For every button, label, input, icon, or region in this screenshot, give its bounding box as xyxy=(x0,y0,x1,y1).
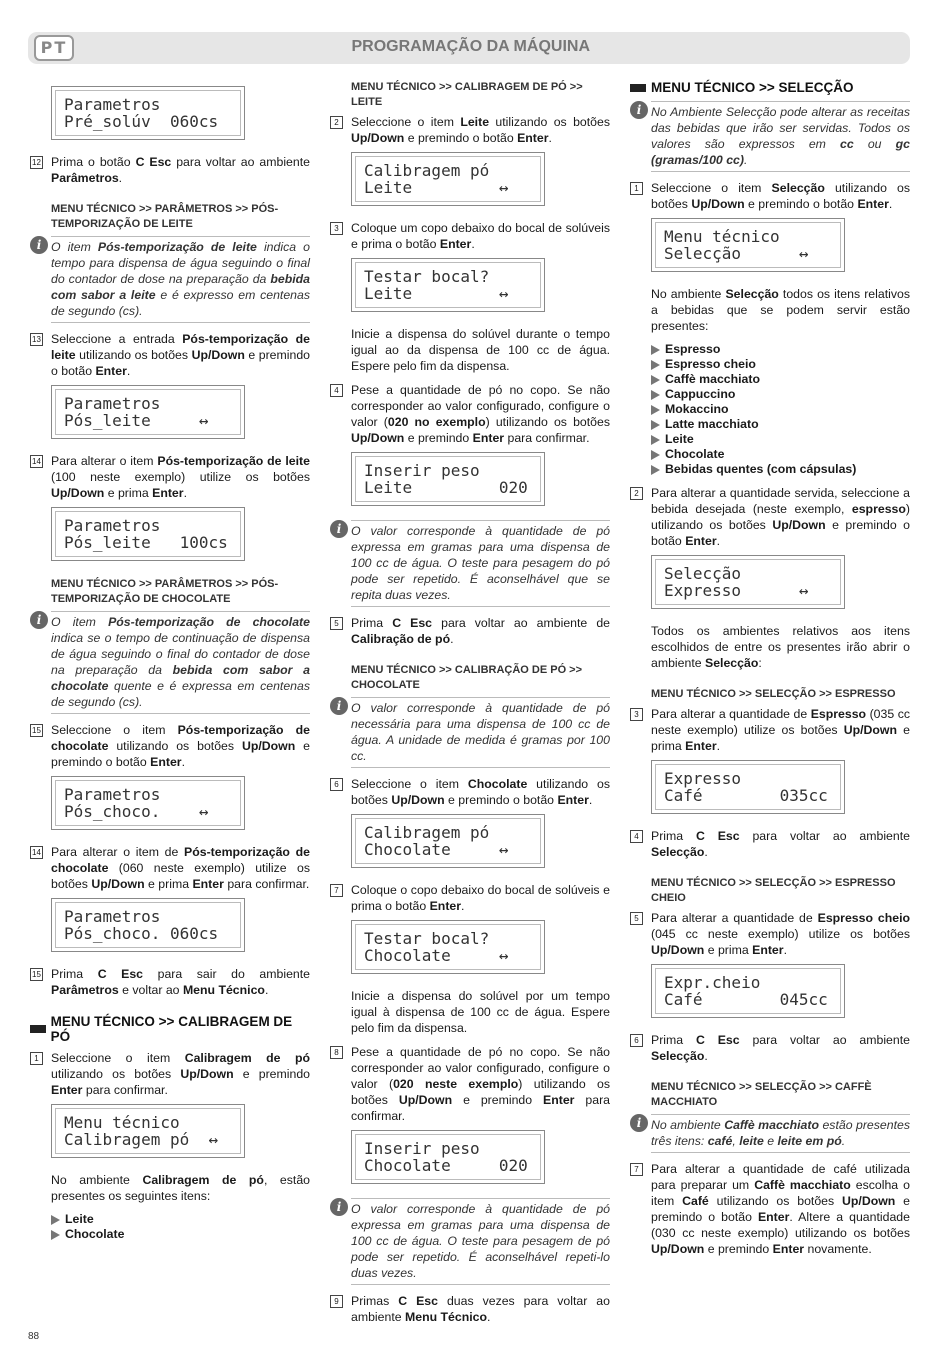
info-note xyxy=(630,101,910,172)
step-number: 1 xyxy=(30,1052,43,1065)
lcd-line-2: Café 045cc xyxy=(664,990,828,1009)
step-number: 6 xyxy=(630,1034,643,1047)
instruction-step xyxy=(630,706,910,754)
triangle-bullet-icon xyxy=(651,450,660,460)
lcd-display xyxy=(651,218,845,272)
list-item xyxy=(651,342,910,357)
paragraph: Todos os ambientes relativos aos itens escolhidos de entre os presentes irão abrir o ambiente Selecção: xyxy=(651,624,910,670)
step-text: Para alterar a quantidade de café utilizada para preparar um Caffè macchiato escolha o item Café utilizando os botões Up/Down e premindo o botão Enter. Altere a quantidade (030 cc neste exemplo) utilizando os botões Up/Down e premindo Enter novamente. xyxy=(651,1162,911,1256)
lcd-display xyxy=(351,152,545,206)
lcd-line-1: Inserir peso xyxy=(364,461,480,480)
info-text: No Ambiente Selecção pode alterar as receitas das bebidas que irão ser servidas. Todos os valores são expressos em cc ou gc (gramas/100 cc). xyxy=(651,101,910,172)
step-number: 13 xyxy=(30,333,43,346)
instruction-step xyxy=(30,154,310,186)
instruction-step xyxy=(630,910,910,958)
list-item-text: Bebidas quentes (com cápsulas) xyxy=(665,462,857,476)
lcd-display xyxy=(351,814,545,868)
step-number: 15 xyxy=(30,968,43,981)
instruction-step xyxy=(30,722,310,770)
lcd-display xyxy=(51,385,245,439)
list-item xyxy=(51,1212,310,1227)
step-number: 3 xyxy=(630,708,643,721)
info-icon: i xyxy=(330,520,348,538)
step-text: Coloque o copo debaixo do bocal de solúveis e prima o botão Enter. xyxy=(351,883,610,913)
step-number: 1 xyxy=(630,182,643,195)
section-heading: MENU TÉCNICO >> PARÂMETROS >> PÓS-TEMPORIZAÇÃO DE LEITE xyxy=(51,203,279,230)
lcd-line-2: Pós_leite ↔ xyxy=(64,411,209,430)
paragraph: No ambiente Calibragem de pó, estão presentes os seguintes itens: xyxy=(51,1173,311,1203)
heading-text: MENU TÉCNICO >> CALIBRAGEM DE PÓ xyxy=(50,1014,293,1044)
info-note xyxy=(630,1114,910,1153)
step-text: Seleccione o item Calibragem de pó utilizando os botões Up/Down e premindo Enter para confirmar. xyxy=(51,1051,310,1097)
section-heading: MENU TÉCNICO >> SELECÇÃO >> CAFFÈ MACCHIATO xyxy=(651,1081,872,1108)
info-icon: i xyxy=(630,101,648,119)
page-header xyxy=(28,32,910,64)
lcd-display xyxy=(51,86,245,140)
instruction-step xyxy=(330,882,610,914)
instruction-step xyxy=(30,453,310,501)
info-icon: i xyxy=(330,697,348,715)
triangle-bullet-icon xyxy=(651,390,660,400)
step-text: Prima C Esc para sair do ambiente Parâmetros e voltar ao Menu Técnico. xyxy=(51,967,311,997)
step-number: 9 xyxy=(330,1295,343,1308)
bullet-list xyxy=(51,1212,310,1242)
step-text: Pese a quantidade de pó no copo. Se não corresponder ao valor configurado, configure o valor (020 neste exemplo) utilizando os botões Up/Down e premindo Enter para confirmar. xyxy=(351,1045,611,1123)
heading-text: MENU TÉCNICO >> SELECÇÃO xyxy=(651,80,854,95)
step-number: 5 xyxy=(330,617,343,630)
instruction-step xyxy=(630,180,910,212)
step-text: Para alterar a quantidade de Espresso (035 cc neste exemplo) utilize os botões Up/Down e prima Enter. xyxy=(651,707,910,753)
list-item-text: Caffè macchiato xyxy=(665,372,760,386)
info-note xyxy=(30,236,310,323)
step-number: 14 xyxy=(30,846,43,859)
lcd-display xyxy=(651,555,845,609)
triangle-bullet-icon xyxy=(651,360,660,370)
lcd-line-1: Parametros xyxy=(64,394,161,413)
page-title: PROGRAMAÇÃO DA MÁQUINA xyxy=(351,38,590,55)
triangle-bullet-icon xyxy=(651,465,660,475)
lcd-line-2: Leite 020 xyxy=(364,478,528,497)
list-item xyxy=(651,417,910,432)
lcd-line-1: Parametros xyxy=(64,516,161,535)
instruction-step xyxy=(330,776,610,808)
list-item-text: Chocolate xyxy=(665,447,725,461)
lcd-display xyxy=(351,920,545,974)
info-icon: i xyxy=(30,611,48,629)
instruction-step xyxy=(630,828,910,860)
paragraph: Inicie a dispensa do solúvel durante o tempo igual ao da dispensa de 100 cc de água. Espere pelo fim da dispensa. xyxy=(351,327,610,373)
lcd-line-1: Parametros xyxy=(64,907,161,926)
language-badge: PT xyxy=(34,35,74,61)
lcd-line-1: Menu técnico xyxy=(664,227,780,246)
info-text: O valor corresponde à quantidade de pó necessária para uma dispensa de 100 cc de água. A unidade de medida é gramas por 100 cc. xyxy=(351,697,610,768)
step-text: Primas C Esc duas vezes para voltar ao ambiente Menu Técnico. xyxy=(351,1294,610,1324)
lcd-line-2: Café 035cc xyxy=(664,786,828,805)
list-item-text: Espresso xyxy=(665,342,721,356)
triangle-bullet-icon xyxy=(651,405,660,415)
section-heading: MENU TÉCNICO >> CALIBRAÇÃO DE PÓ >> CHOCOLATE xyxy=(351,664,583,691)
major-section-heading xyxy=(30,1014,310,1044)
lcd-line-2: Calibragem pó ↔ xyxy=(64,1130,219,1149)
step-text: Coloque um copo debaixo do bocal de solúveis e prima o botão Enter. xyxy=(351,221,610,251)
lcd-line-1: Calibragem pó xyxy=(364,823,490,842)
list-item xyxy=(651,462,910,477)
info-text: O valor corresponde à quantidade de pó expressa em gramas para uma dispensa de 100 cc de água. O teste para pesagem de pó pode ser repetido. É aconselhável repeti-lo duas vezes. xyxy=(351,1198,610,1285)
lcd-display xyxy=(651,964,845,1018)
info-icon: i xyxy=(30,236,48,254)
lcd-line-2: Pós_leite 100cs xyxy=(64,533,228,552)
step-text: Prima C Esc para voltar ao ambiente Selecção. xyxy=(651,829,910,859)
list-item-text: Espresso cheio xyxy=(665,357,756,371)
lcd-display xyxy=(351,452,545,506)
step-number: 2 xyxy=(630,487,643,500)
lcd-line-2: Pós_choco. 060cs xyxy=(64,924,219,943)
bullet-list xyxy=(651,342,910,477)
lcd-line-1: Expresso xyxy=(664,769,742,788)
lcd-line-1: Menu técnico xyxy=(64,1113,180,1132)
lcd-line-2: Chocolate ↔ xyxy=(364,946,509,965)
info-note xyxy=(330,697,610,768)
step-number: 12 xyxy=(30,156,43,169)
list-item-text: Mokaccino xyxy=(665,402,729,416)
step-number: 5 xyxy=(630,912,643,925)
step-text: Seleccione o item Pós-temporização de chocolate utilizando os botões Up/Down e premindo o botão Enter. xyxy=(51,723,310,769)
column-3 xyxy=(630,80,910,1261)
step-text: Pese a quantidade de pó no copo. Se não corresponder ao valor configurado, configure o valor (020 no exemplo) utilizando os botões Up/Down e premindo Enter para confirmar. xyxy=(351,383,610,445)
step-text: Seleccione a entrada Pós-temporização de leite utilizando os botões Up/Down e premindo o botão Enter. xyxy=(51,332,311,378)
step-text: Seleccione o item Chocolate utilizando os botões Up/Down e premindo o botão Enter. xyxy=(351,777,611,807)
lcd-line-1: Parametros xyxy=(64,785,161,804)
lcd-line-1: Inserir peso xyxy=(364,1139,480,1158)
list-item xyxy=(51,1227,310,1242)
instruction-step xyxy=(630,485,910,549)
instruction-step xyxy=(30,331,310,379)
step-text: Para alterar a quantidade de Espresso cheio (045 cc neste exemplo) utilize os botões Up/Down e prima Enter. xyxy=(651,911,910,957)
list-item xyxy=(651,402,910,417)
paragraph: Inicie a dispensa do solúvel por um tempo igual à dispensa de 100 cc de água. Espere pelo fim da dispensa. xyxy=(351,989,610,1035)
lcd-display xyxy=(351,1130,545,1184)
list-item-text: Chocolate xyxy=(65,1227,125,1241)
step-text: Para alterar o item de Pós-temporização de chocolate (060 neste exemplo) utilize os botões Up/Down e prima Enter para confirmar. xyxy=(51,845,310,891)
instruction-step xyxy=(330,382,610,446)
step-number: 2 xyxy=(330,116,343,129)
list-item-text: Leite xyxy=(665,432,694,446)
major-section-heading xyxy=(630,80,910,95)
triangle-bullet-icon xyxy=(651,345,660,355)
step-text: Prima C Esc para voltar ao ambiente Selecção. xyxy=(651,1033,910,1063)
instruction-step xyxy=(630,1161,910,1257)
lcd-display xyxy=(51,776,245,830)
info-note xyxy=(30,611,310,714)
list-item xyxy=(651,372,910,387)
instruction-step xyxy=(330,1044,610,1124)
list-item xyxy=(651,447,910,462)
step-number: 6 xyxy=(330,778,343,791)
info-icon: i xyxy=(630,1114,648,1132)
triangle-bullet-icon xyxy=(651,420,660,430)
instruction-step xyxy=(30,966,310,998)
instruction-step xyxy=(30,844,310,892)
lcd-line-2: Chocolate 020 xyxy=(364,1156,528,1175)
list-item-text: Leite xyxy=(65,1212,94,1226)
triangle-bullet-icon xyxy=(651,375,660,385)
column-1 xyxy=(30,80,310,1250)
section-heading: MENU TÉCNICO >> CALIBRAGEM DE PÓ >> LEITE xyxy=(351,81,583,108)
heading-bar-icon xyxy=(630,84,646,92)
triangle-bullet-icon xyxy=(651,435,660,445)
lcd-line-1: Expr.cheio xyxy=(664,973,761,992)
heading-bar-icon xyxy=(30,1025,46,1033)
list-item xyxy=(651,387,910,402)
instruction-step xyxy=(330,114,610,146)
info-note xyxy=(330,520,610,607)
step-number: 3 xyxy=(330,222,343,235)
step-number: 4 xyxy=(330,384,343,397)
instruction-step xyxy=(30,1050,310,1098)
lcd-display xyxy=(651,760,845,814)
lcd-line-2: Leite ↔ xyxy=(364,284,509,303)
lcd-line-2: Chocolate ↔ xyxy=(364,840,509,859)
step-text: Prima C Esc para voltar ao ambiente de Calibração de pó. xyxy=(351,616,610,646)
list-item-text: Cappuccino xyxy=(665,387,736,401)
lcd-line-2: Leite ↔ xyxy=(364,178,509,197)
step-text: Para alterar o item Pós-temporização de leite (100 neste exemplo) utilize os botões Up/Down e prima Enter. xyxy=(51,454,310,500)
step-text: Seleccione o item Leite utilizando os botões Up/Down e premindo o botão Enter. xyxy=(351,115,610,145)
step-number: 7 xyxy=(630,1163,643,1176)
info-text: O item Pós-temporização de chocolate indica se o tempo de continuação de dispensa de água seguindo o final do contador de dose na preparação da bebida com sabor a chocolate quente e é expressa em centenas de segundo (cs). xyxy=(51,611,310,714)
lcd-line-2: Selecção ↔ xyxy=(664,244,809,263)
info-text: O item Pós-temporização de leite indica o tempo para dispensa de água seguindo o final do contador de dose na preparação da bebida com sabor a leite e é expresso em centenas de segundo (cs). xyxy=(51,236,310,323)
instruction-step xyxy=(330,615,610,647)
lcd-display xyxy=(51,898,245,952)
step-text: Prima o botão C Esc para voltar ao ambiente Parâmetros. xyxy=(51,155,310,185)
step-text: Seleccione o item Selecção utilizando os botões Up/Down e premindo o botão Enter. xyxy=(651,181,910,211)
lcd-line-1: Parametros xyxy=(64,95,161,114)
step-number: 8 xyxy=(330,1046,343,1059)
section-heading: MENU TÉCNICO >> PARÂMETROS >> PÓS-TEMPORIZAÇÃO DE CHOCOLATE xyxy=(51,578,279,605)
step-number: 7 xyxy=(330,884,343,897)
lcd-line-1: Selecção xyxy=(664,564,742,583)
info-text: No ambiente Caffè macchiato estão presentes três itens: café, leite e leite em pó. xyxy=(651,1114,910,1153)
section-heading: MENU TÉCNICO >> SELECÇÃO >> ESPRESSO xyxy=(651,688,896,700)
instruction-step xyxy=(330,1293,610,1325)
info-note xyxy=(330,1198,610,1285)
list-item xyxy=(651,357,910,372)
instruction-step xyxy=(630,1032,910,1064)
lcd-display xyxy=(351,258,545,312)
column-2 xyxy=(330,80,610,1329)
step-number: 14 xyxy=(30,455,43,468)
lcd-line-1: Testar bocal? xyxy=(364,267,490,286)
lcd-line-1: Testar bocal? xyxy=(364,929,490,948)
triangle-bullet-icon xyxy=(51,1215,60,1225)
step-number: 4 xyxy=(630,830,643,843)
page-number: 88 xyxy=(28,1331,40,1342)
lcd-display xyxy=(51,507,245,561)
lcd-line-1: Calibragem pó xyxy=(364,161,490,180)
paragraph: No ambiente Selecção todos os itens relativos a bebidas que se podem servir estão presentes: xyxy=(651,287,910,333)
section-heading: MENU TÉCNICO >> SELECÇÃO >> ESPRESSO CHEIO xyxy=(651,877,896,904)
list-item-text: Latte macchiato xyxy=(665,417,759,431)
instruction-step xyxy=(330,220,610,252)
lcd-line-2: Expresso ↔ xyxy=(664,581,809,600)
lcd-display xyxy=(51,1104,245,1158)
step-text: Para alterar a quantidade servida, seleccione a bebida desejada (neste exemplo, espresso) utilizando os botões Up/Down e premindo o botão Enter. xyxy=(651,486,910,548)
list-item xyxy=(651,432,910,447)
lcd-line-2: Pós_choco. ↔ xyxy=(64,802,209,821)
step-number: 15 xyxy=(30,724,43,737)
info-text: O valor corresponde à quantidade de pó expressa em gramas para uma dispensa de 100 cc de água. O teste para pesagem do pó pode ser repetido. É aconselhável que se repita duas vezes. xyxy=(351,520,610,607)
triangle-bullet-icon xyxy=(51,1230,60,1240)
info-icon: i xyxy=(330,1198,348,1216)
lcd-line-2: Pré_solúv 060cs xyxy=(64,112,219,131)
